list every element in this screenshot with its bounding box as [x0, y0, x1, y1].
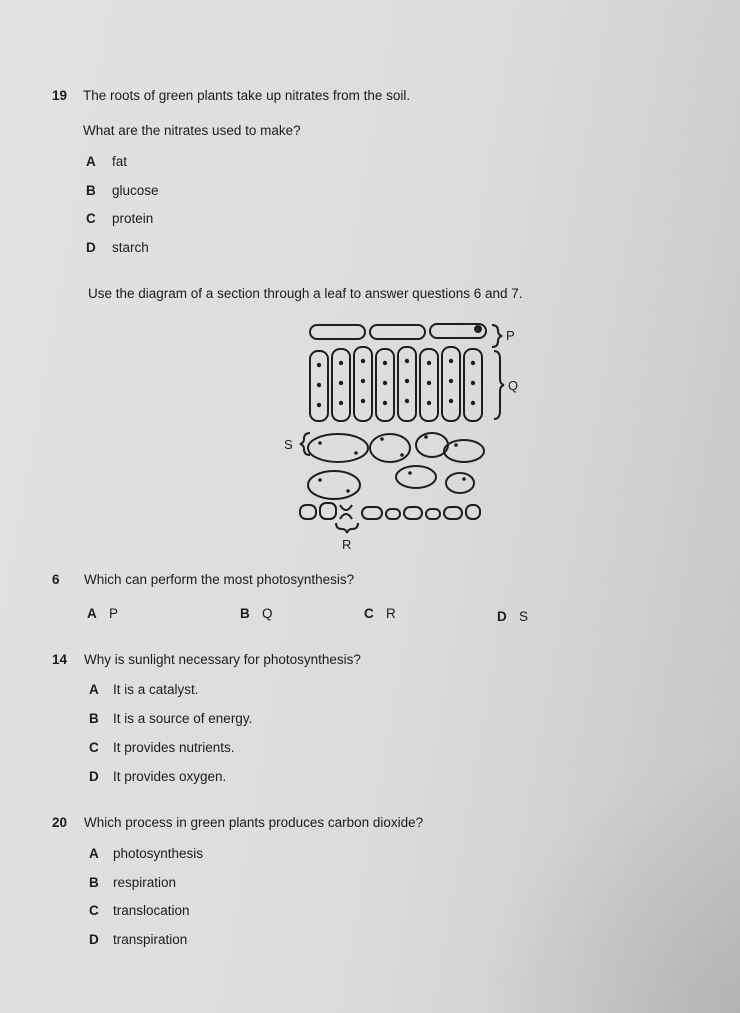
question-19-text: What are the nitrates used to make? — [83, 123, 301, 138]
q6-option-d-text[interactable]: S — [519, 609, 529, 624]
q6-option-c-letter: C — [364, 606, 374, 621]
question-14-number: 14 — [52, 652, 68, 667]
label-q: Q — [508, 378, 519, 393]
label-r: R — [342, 537, 352, 552]
q19-option-b-text[interactable]: glucose — [112, 183, 159, 198]
question-19-number: 19 — [52, 88, 68, 103]
q20-option-b-letter: B — [89, 875, 99, 890]
q19-option-a-letter: A — [86, 154, 96, 169]
q14-option-c-letter: C — [89, 740, 99, 755]
q6-option-b-letter: B — [240, 606, 250, 621]
q14-option-c-text[interactable]: It provides nutrients. — [113, 740, 235, 755]
question-6-text: Which can perform the most photosynthesis? — [84, 572, 355, 587]
q14-option-a-letter: A — [89, 682, 99, 697]
question-20-number: 20 — [52, 815, 68, 830]
q6-option-b-text[interactable]: Q — [262, 606, 273, 621]
q14-option-b-text[interactable]: It is a source of energy. — [113, 711, 253, 726]
q20-option-d-letter: D — [89, 932, 99, 947]
q19-option-b-letter: B — [86, 183, 96, 198]
question-19-stem: The roots of green plants take up nitrates from the soil. — [83, 88, 411, 103]
q6-option-c-text[interactable]: R — [386, 606, 396, 621]
label-s: S — [284, 437, 293, 452]
q6-option-a-letter: A — [87, 606, 97, 621]
q6-option-a-text[interactable]: P — [109, 606, 119, 621]
q14-option-a-text[interactable]: It is a catalyst. — [113, 682, 199, 697]
photo-shadow — [480, 753, 740, 1013]
q19-option-c-text[interactable]: protein — [112, 211, 154, 226]
q20-option-c-text[interactable]: translocation — [113, 903, 190, 918]
q6-option-d-letter: D — [497, 609, 507, 624]
question-20-text: Which process in green plants produces carbon dioxide? — [84, 815, 424, 830]
q20-option-a-letter: A — [89, 846, 99, 861]
q19-option-c-letter: C — [86, 211, 96, 226]
q14-option-b-letter: B — [89, 711, 99, 726]
label-p: P — [506, 328, 515, 343]
question-14-text: Why is sunlight necessary for photosynthesis? — [84, 652, 361, 667]
question-6-number: 6 — [52, 572, 60, 587]
q19-option-a-text[interactable]: fat — [112, 154, 128, 169]
leaf-section-diagram — [280, 315, 540, 555]
q14-option-d-text[interactable]: It provides oxygen. — [113, 769, 227, 784]
diagram-instruction: Use the diagram of a section through a leaf to answer questions 6 and 7. — [88, 286, 523, 301]
q20-option-a-text[interactable]: photosynthesis — [113, 846, 204, 861]
q20-option-d-text[interactable]: transpiration — [113, 932, 188, 947]
q19-option-d-letter: D — [86, 240, 96, 255]
q14-option-d-letter: D — [89, 769, 99, 784]
q19-option-d-text[interactable]: starch — [112, 240, 149, 255]
q20-option-b-text[interactable]: respiration — [113, 875, 177, 890]
q20-option-c-letter: C — [89, 903, 99, 918]
